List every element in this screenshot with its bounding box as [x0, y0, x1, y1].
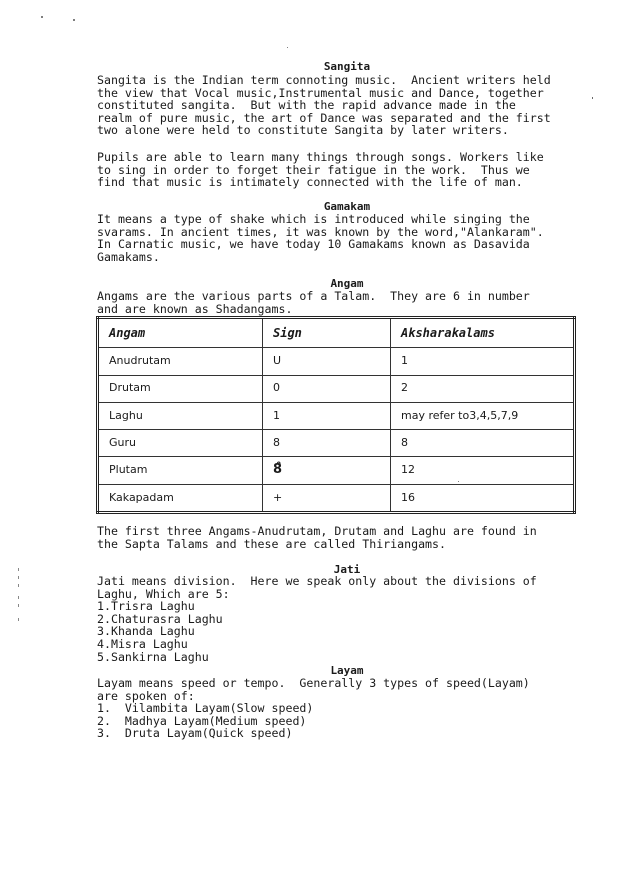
table-row [98, 484, 575, 512]
list-item: 2. Madhya Layam(Medium speed) [97, 713, 307, 728]
cell-sign: 1 [263, 402, 391, 429]
cell-angam: Laghu [98, 402, 263, 429]
table-header-row [98, 318, 575, 348]
jati-intro: Jati means division. Here we speak only about the divisions of Laghu, Which are 5: [97, 574, 537, 601]
col-header-angam: Angam [98, 318, 263, 348]
list-item: 1.Trisra Laghu [97, 599, 195, 614]
list-item: 3.Khanda Laghu [97, 624, 195, 639]
cell-angam: Plutam [98, 457, 263, 484]
angam-body [97, 290, 597, 315]
sangita-paragraph-1: Sangita is the Indian term connoting music. Ancient writers held the view that Vocal music,Instrumental music and Dance, together constituted sangita. But with the rapid advance made in the realm of pure music, the art of Dance was separated and the first two alone were held to constitute Sangita by later writers. [97, 73, 551, 138]
cell-sign: U [263, 348, 391, 375]
list-item: 5.Sankirna Laghu [97, 649, 209, 664]
sangita-paragraph-2: Pupils are able to learn many things through songs. Workers like to sing in order to forget their fatigue in the work. Thus we find that music is intimately connected with the life of man. [97, 150, 544, 190]
angam-after-table [97, 525, 597, 550]
thiriangams-paragraph: The first three Angams-Anudrutam, Drutam and Laghu are found in the Sapta Talams and these are called Thiriangams. [97, 524, 537, 551]
sangita-body [97, 74, 597, 137]
col-header-sign: Sign [263, 318, 391, 348]
cell-aksharakalams: 8 [391, 430, 575, 457]
cell-angam: Drutam [98, 375, 263, 402]
cell-aksharakalams: 16 [391, 484, 575, 512]
gamakam-body [97, 213, 597, 263]
angam-table [96, 316, 576, 514]
jati-body [97, 575, 597, 663]
heading-angam: Angam [330, 277, 364, 290]
table-row [98, 402, 575, 429]
cell-angam: Kakapadam [98, 484, 263, 512]
table-row [98, 375, 575, 402]
cell-sign: + [263, 484, 391, 512]
table-row [98, 430, 575, 457]
list-item: 2.Chaturasra Laghu [97, 611, 223, 626]
sangita-body-2 [97, 151, 597, 189]
cell-sign: 8 [263, 430, 391, 457]
cell-aksharakalams: may refer to3,4,5,7,9 [391, 402, 575, 429]
angam-paragraph: Angams are the various parts of a Talam. They are 6 in number and are known as Shadangams. [97, 289, 530, 316]
heading-jati: Jati [333, 563, 361, 576]
heading-sangita: Sangita [323, 60, 371, 73]
section-sangita [97, 60, 597, 73]
cell-angam: Guru [98, 430, 263, 457]
table-row [98, 457, 575, 484]
heading-gamakam: Gamakam [323, 200, 371, 213]
cell-angam: Anudrutam [98, 348, 263, 375]
list-item: 1. Vilambita Layam(Slow speed) [97, 701, 314, 716]
list-item: 4.Misra Laghu [97, 636, 188, 651]
layam-body [97, 677, 597, 740]
gamakam-paragraph: It means a type of shake which is introduced while singing the svarams. In ancient times, it was known by the word,"Alankaram". In Carnatic music, we have today 10 Gamakams known as Dasavida Gamakams. [97, 212, 544, 264]
table-row [98, 348, 575, 375]
cell-sign: 0 [263, 375, 391, 402]
cell-aksharakalams: 2 [391, 375, 575, 402]
list-item: 3. Druta Layam(Quick speed) [97, 726, 293, 741]
layam-intro: Layam means speed or tempo. Generally 3 types of speed(Layam) are spoken of: [97, 676, 530, 703]
heading-layam: Layam [330, 664, 364, 677]
col-header-aksharakalams: Aksharakalams [391, 318, 575, 348]
cell-aksharakalams: 1 [391, 348, 575, 375]
cell-sign: 8̊ [263, 457, 391, 484]
cell-aksharakalams: 12 [391, 457, 575, 484]
